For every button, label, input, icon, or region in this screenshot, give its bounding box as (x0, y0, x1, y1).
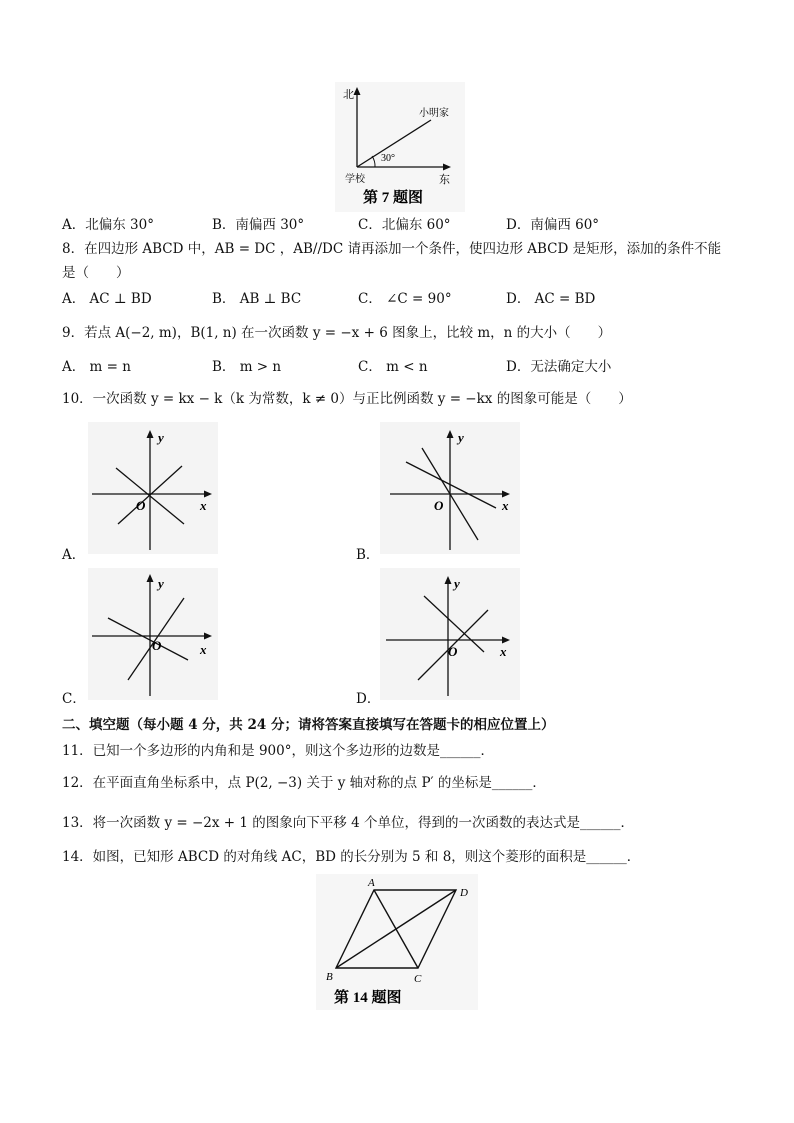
section-2-title: 二、填空题（每小题 4 分，共 24 分；请将答案直接填写在答题卡的相应位置上） (62, 717, 555, 733)
q9-option-b: B． m > n (212, 359, 282, 375)
origin-label: O (434, 498, 444, 513)
q14-text: 14．如图，已知形 ABCD 的对角线 AC，BD 的长分别为 5 和 8，则这个菱形的面积是______． (62, 849, 641, 865)
q9-option-a: A． m = n (62, 359, 131, 375)
q10-graph-b (380, 422, 520, 554)
q8-stem-line2: 是（ ） (62, 265, 130, 281)
axis-x-label: x (500, 644, 507, 659)
q10-graph-d (380, 568, 520, 700)
q9-stem: 9．若点 A(−2, m)，B(1, n) 在一次函数 y = −x + 6 图象上，比较 m，n 的大小（ ） (62, 325, 612, 341)
q10-label-d: D． (356, 691, 381, 707)
q8-option-c: C． ∠C = 90° (358, 291, 452, 307)
north-label: 北 (343, 89, 354, 101)
figure-q7-direction (335, 82, 465, 212)
q7-option-b: B．南偏西 30° (212, 217, 305, 233)
q10-label-b: B． (356, 547, 380, 563)
vertex-d-label: D (460, 887, 468, 899)
fig7-caption: 第 7 题图 (363, 190, 424, 206)
fig14-caption: 第 14 题图 (334, 990, 402, 1006)
axis-x-label: x (200, 642, 207, 657)
q10-graph-c (88, 568, 218, 700)
q8-option-d: D． AC = BD (506, 291, 596, 307)
q10-graph-a (88, 422, 218, 554)
axis-y-label: y (158, 430, 164, 445)
axis-x-label: x (200, 498, 207, 513)
axis-y-label: y (158, 576, 164, 591)
east-label: 东 (439, 174, 450, 186)
axis-y-label: y (458, 430, 464, 445)
q9-option-c: C． m < n (358, 359, 428, 375)
school-label: 学校 (345, 174, 365, 185)
home-label: 小明家 (419, 108, 449, 119)
origin-label: O (448, 644, 458, 659)
q10-label-c: C． (62, 691, 86, 707)
q12-text: 12．在平面直角坐标系中，点 P(2, −3) 关于 y 轴对称的点 P′ 的坐标是______． (62, 775, 546, 791)
vertex-b-label: B (326, 971, 333, 983)
q13-text: 13．将一次函数 y = −2x + 1 的图象向下平移 4 个单位，得到的一次函数的表达式是______． (62, 815, 634, 831)
q11-text: 11．已知一个多边形的内角和是 900°，则这个多边形的边数是______． (62, 743, 494, 759)
origin-label: O (152, 638, 162, 653)
q7-option-c: C．北偏东 60° (358, 217, 451, 233)
vertex-a-label: A (368, 877, 375, 889)
q8-option-a: A． AC ⊥ BD (62, 291, 152, 307)
axis-y-label: y (454, 576, 460, 591)
q10-stem: 10．一次函数 y = kx − k（k 为常数，k ≠ 0）与正比例函数 y = −kx 的图象可能是（ ） (62, 391, 632, 407)
q7-option-d: D．南偏西 60° (506, 217, 600, 233)
angle-label: 30° (381, 153, 395, 164)
origin-label: O (136, 498, 146, 513)
q10-label-a: A． (62, 547, 86, 563)
q8-stem-line1: 8．在四边形 ABCD 中，AB = DC ，AB//DC 请再添加一个条件，使四边形 ABCD 是矩形，添加的条件不能 (62, 241, 722, 257)
q7-option-a: A．北偏东 30° (62, 217, 154, 233)
q9-option-d: D．无法确定大小 (506, 359, 612, 375)
vertex-c-label: C (414, 973, 422, 985)
axis-x-label: x (502, 498, 509, 513)
figure-q14-rhombus (316, 874, 478, 1010)
q8-option-b: B． AB ⊥ BC (212, 291, 302, 307)
